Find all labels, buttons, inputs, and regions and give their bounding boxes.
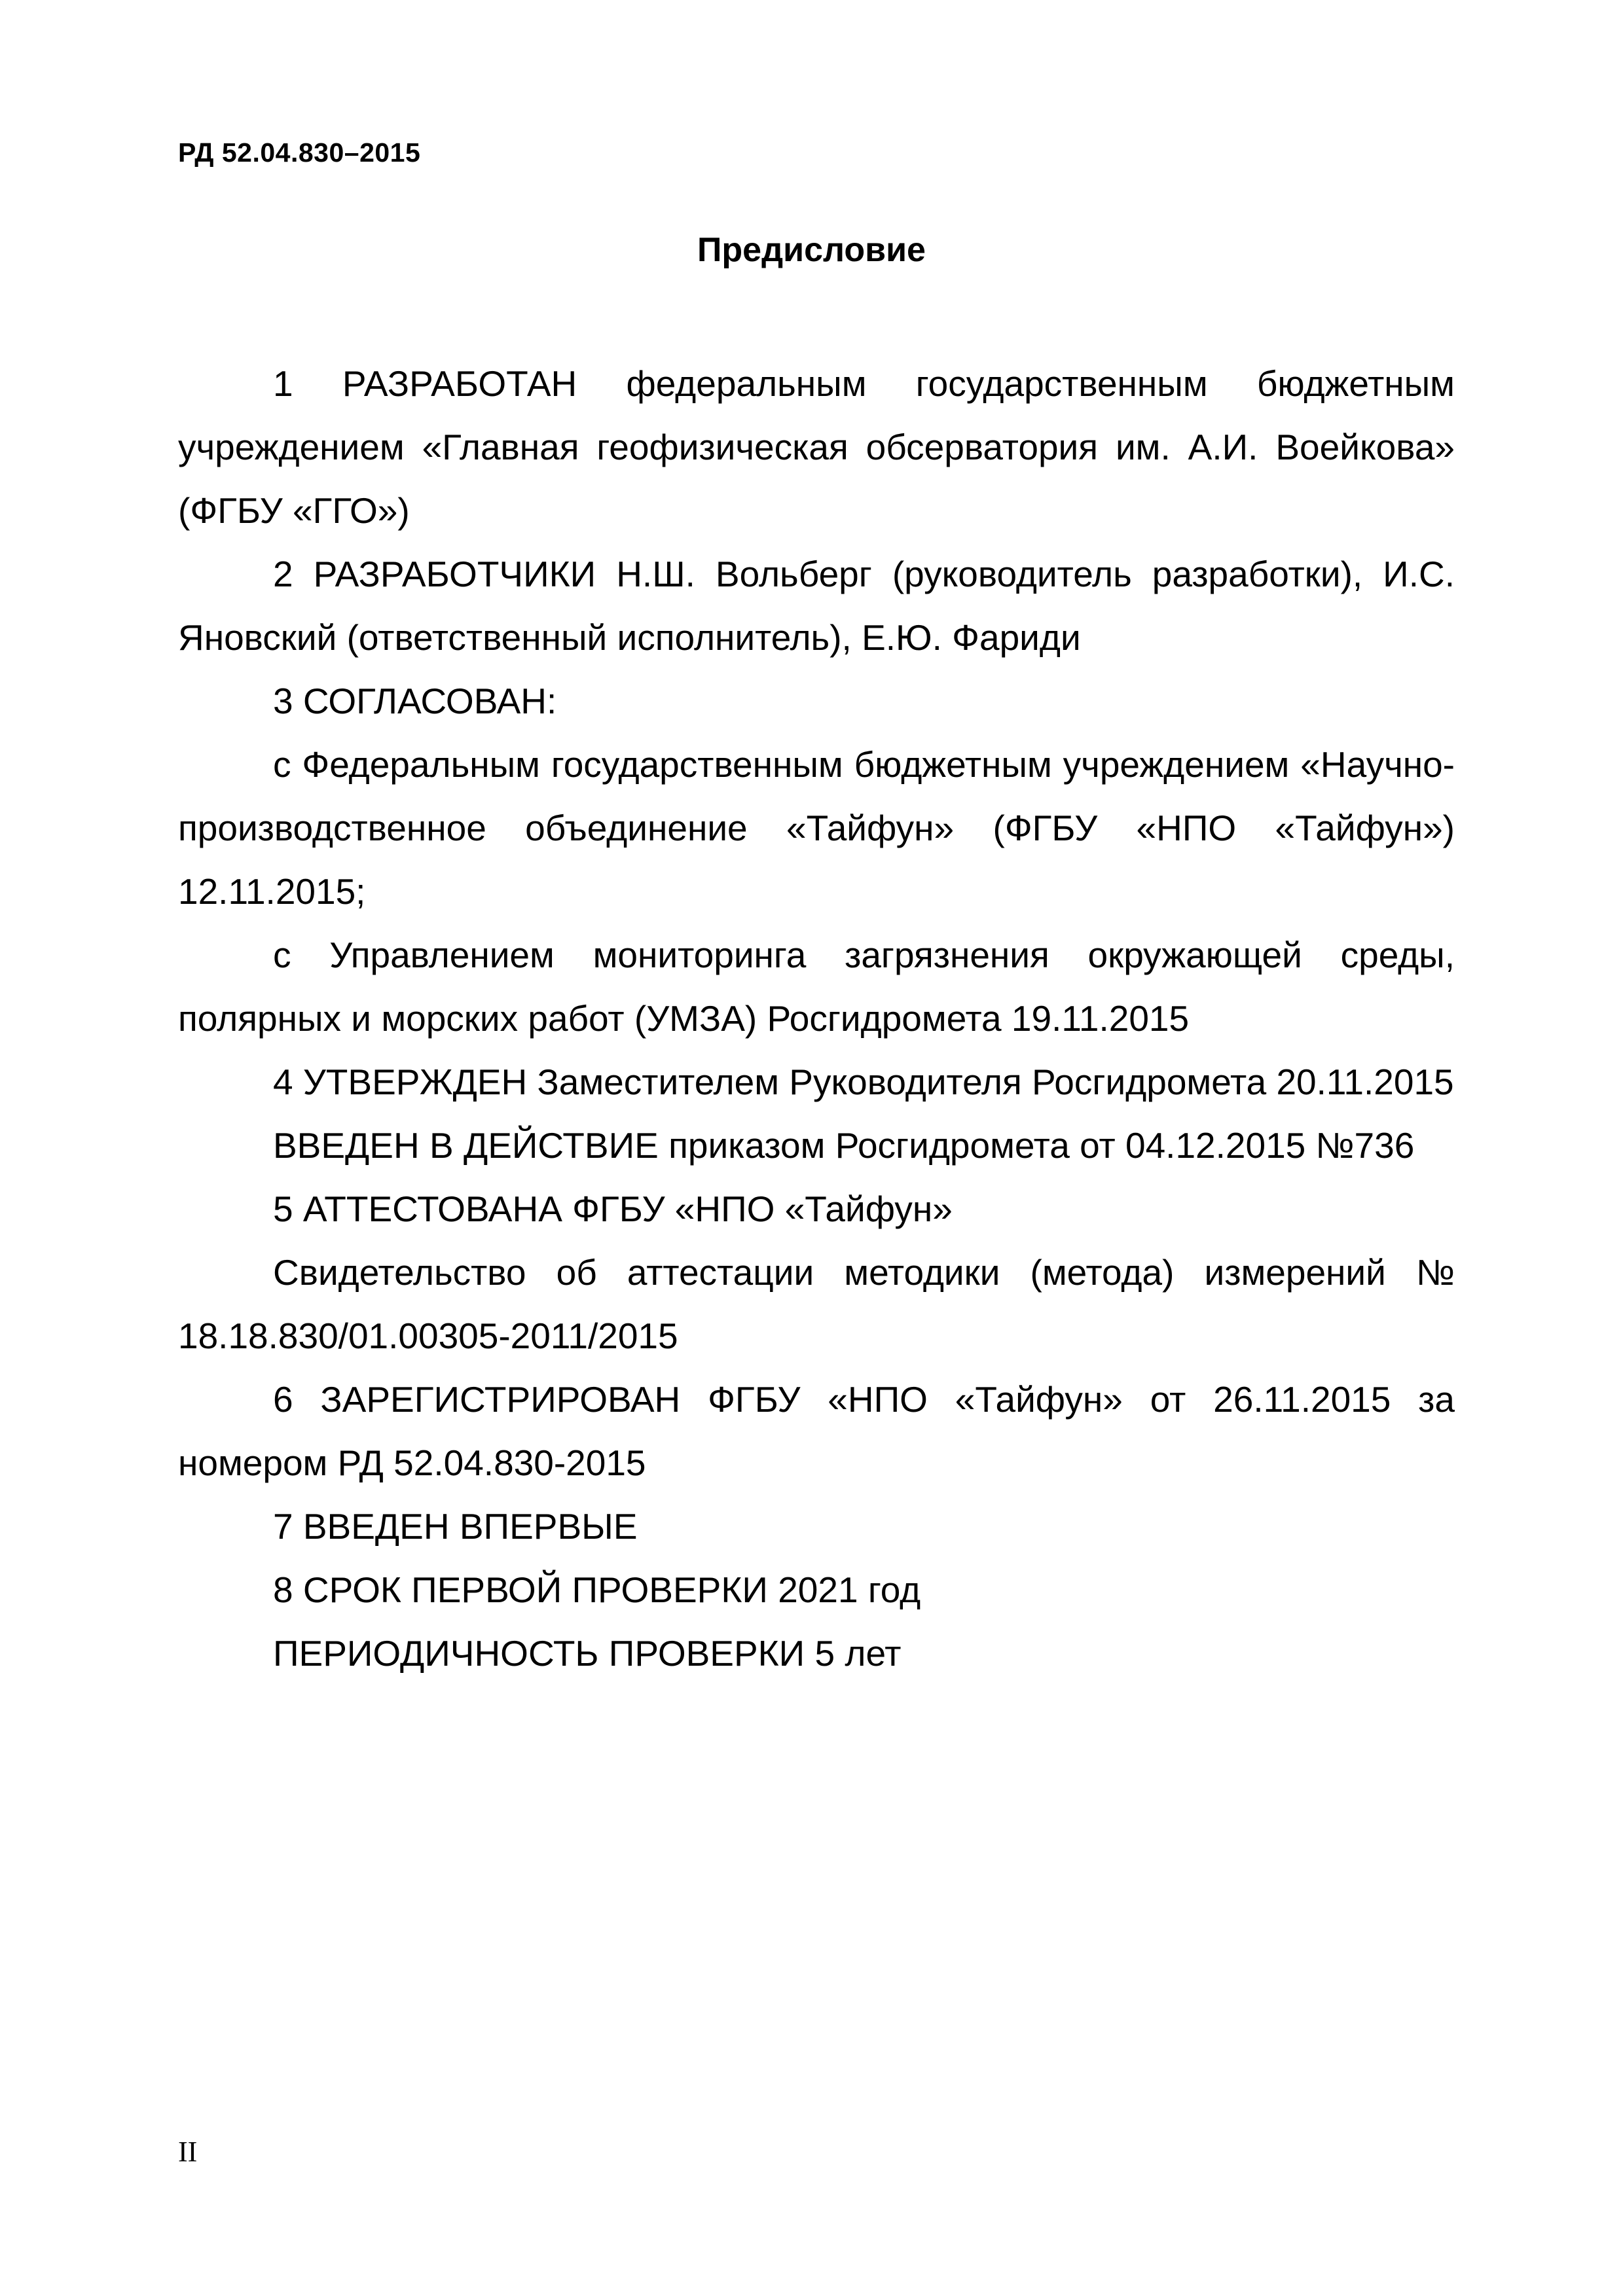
paragraph-agreed-typhoon: с Федеральным государственным бюджетным учреждением «Научно-производственное объединение «Тайфун» (ФГБУ «НПО «Тайфун») 12.11.2015; [178, 744, 1455, 912]
paragraph-certificate: Свидетельство об аттестации методики (метода) измерений № 18.18.830/01.00305-2011/2015 [178, 1252, 1455, 1356]
paragraph-check-period: ПЕРИОДИЧНОСТЬ ПРОВЕРКИ 5 лет [273, 1633, 902, 1674]
paragraph-first-check: 8 СРОК ПЕРВОЙ ПРОВЕРКИ 2021 год [273, 1570, 921, 1610]
paragraph-developers: 2 РАЗРАБОТЧИКИ Н.Ш. Вольберг (руководитель разработки), И.С. Яновский (ответственный исполнитель), Е.Ю. Фариди [178, 554, 1455, 658]
paragraph-registered: 6 ЗАРЕГИСТРИРОВАН ФГБУ «НПО «Тайфун» от 26.11.2015 за номером РД 52.04.830-2015 [178, 1379, 1455, 1483]
paragraph-agreed-umza: с Управлением мониторинга загрязнения окружающей среды, полярных и морских работ (УМЗА) Росгидромета 19.11.2015 [178, 935, 1455, 1039]
paragraph-put-into-effect: ВВЕДЕН В ДЕЙСТВИЕ приказом Росгидромета от 04.12.2015 №736 [273, 1125, 1415, 1166]
paragraph-certified: 5 АТТЕСТОВАНА ФГБУ «НПО «Тайфун» [273, 1189, 953, 1229]
paragraph-first-introduced: 7 ВВЕДЕН ВПЕРВЫЕ [273, 1506, 638, 1547]
preface-body [178, 352, 1455, 1685]
page-number: II [178, 2136, 198, 2168]
paragraph-developed-by: 1 РАЗРАБОТАН федеральным государственным бюджетным учреждением «Главная геофизическая обсерватория им. А.И. Воейкова» (ФГБУ «ГГО») [178, 363, 1455, 531]
page-title: Предисловие [697, 231, 926, 269]
document-code: РД 52.04.830–2015 [178, 137, 421, 168]
paragraph-approved: 4 УТВЕРЖДЕН Заместителем Руководителя Росгидромета 20.11.2015 [273, 1062, 1454, 1102]
paragraph-agreed: 3 СОГЛАСОВАН: [273, 681, 557, 721]
